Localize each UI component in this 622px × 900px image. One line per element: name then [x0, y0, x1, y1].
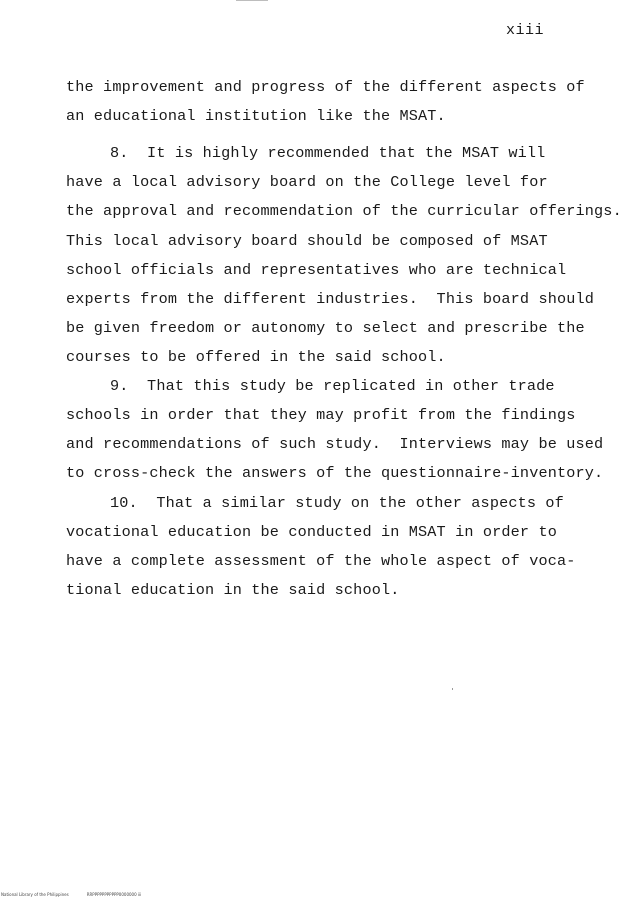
footer-library: National Library of the Philippines: [1, 892, 69, 897]
text-line: school officials and representatives who are technical: [66, 261, 567, 279]
text-line: have a complete assessment of the whole aspect of voca-: [66, 552, 576, 570]
text-line: experts from the different industries. This board should: [66, 290, 595, 308]
text-line: courses to be offered in the said school.: [66, 348, 446, 366]
text-line: have a local advisory board on the College level for: [66, 173, 548, 191]
text-line: schools in order that they may profit from the findings: [66, 406, 576, 424]
footer-code: RRPPPPPPPPPPP0000000 iii: [86, 892, 142, 897]
scan-mark: [236, 0, 268, 1]
text-line: tional education in the said school.: [66, 581, 400, 599]
recommendation-10: 10. That a similar study on the other aspects of: [110, 494, 564, 512]
text-line: the improvement and progress of the different aspects of: [66, 78, 585, 96]
text-line: vocational education be conducted in MSAT in order to: [66, 523, 557, 541]
scan-speck: [452, 688, 453, 690]
text-line: be given freedom or autonomy to select and prescribe the: [66, 319, 585, 337]
text-line: and recommendations of such study. Interviews may be used: [66, 435, 604, 453]
text-line: This local advisory board should be composed of MSAT: [66, 232, 548, 250]
recommendation-8: 8. It is highly recommended that the MSAT will: [110, 144, 546, 162]
scan-footer: [1, 892, 159, 897]
text-line: an educational institution like the MSAT.: [66, 107, 446, 125]
text-line: to cross-check the answers of the questionnaire-inventory.: [66, 464, 604, 482]
page-number: xiii: [506, 22, 545, 39]
text-line: the approval and recommendation of the curricular offerings.: [66, 202, 622, 220]
recommendation-9: 9. That this study be replicated in other trade: [110, 377, 555, 395]
